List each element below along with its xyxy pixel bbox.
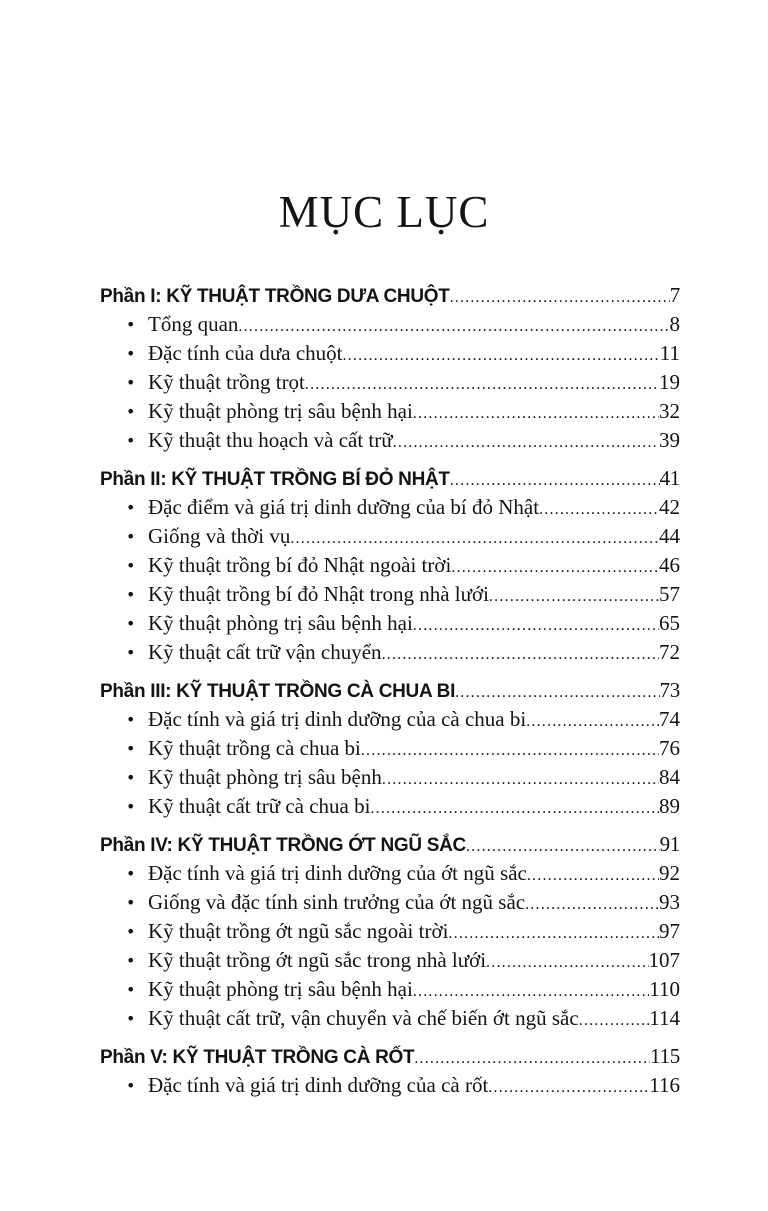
bullet-icon: •	[126, 402, 136, 421]
toc-section-heading[interactable]	[100, 829, 680, 859]
bullet-icon: •	[126, 527, 136, 546]
dot-leader	[489, 582, 659, 611]
bullet-icon: •	[126, 431, 136, 450]
toc-entry[interactable]	[100, 975, 680, 1004]
dot-leader	[486, 948, 648, 977]
bullet-icon: •	[126, 585, 136, 604]
dot-leader	[342, 341, 659, 370]
entry-title: Kỹ thuật cất trữ vận chuyển	[148, 640, 382, 664]
dot-leader	[413, 977, 649, 1006]
toc-entry[interactable]	[100, 551, 680, 580]
toc-section-heading[interactable]	[100, 1041, 680, 1071]
toc-entry[interactable]	[100, 792, 680, 821]
entry-title: Kỹ thuật thu hoạch và cất trữ	[148, 428, 393, 452]
page-number: 8	[669, 312, 680, 336]
entry-title: Giống và thời vụ	[148, 524, 291, 548]
bullet-icon: •	[126, 643, 136, 662]
entry-title: Đặc tính và giá trị dinh dưỡng của cà rốt	[148, 1073, 489, 1097]
bullet-icon: •	[126, 893, 136, 912]
entry-title: Kỹ thuật phòng trị sâu bệnh hại	[148, 399, 413, 423]
page-number: 116	[649, 1073, 680, 1097]
toc-entry[interactable]	[100, 638, 680, 667]
entry-title: Kỹ thuật phòng trị sâu bệnh hại	[148, 611, 413, 635]
bullet-icon: •	[126, 556, 136, 575]
entry-title: Tổng quan	[148, 312, 239, 336]
section-title: Phần V: KỸ THUẬT TRỒNG CÀ RỐT	[100, 1047, 415, 1068]
page-number: 32	[659, 399, 680, 423]
entry-title: Đặc điểm và giá trị dinh dưỡng của bí đỏ Nhật	[148, 495, 540, 519]
toc-entry[interactable]	[100, 705, 680, 734]
entry-title: Kỹ thuật trồng bí đỏ Nhật trong nhà lưới	[148, 582, 489, 606]
entry-title: Đặc tính của dưa chuột	[148, 341, 343, 365]
entry-title: Đặc tính và giá trị dinh dưỡng của ớt ngũ sắc	[148, 861, 527, 885]
dot-leader	[579, 1006, 650, 1035]
dot-leader	[448, 919, 659, 948]
dot-leader	[488, 1073, 649, 1102]
toc-section	[100, 675, 680, 821]
entry-title: Kỹ thuật trồng bí đỏ Nhật ngoài trời	[148, 553, 452, 577]
dot-leader	[370, 794, 659, 823]
toc-entry[interactable]	[100, 1004, 680, 1033]
page-number: 44	[659, 524, 680, 548]
toc-entry[interactable]	[100, 368, 680, 397]
toc-entry[interactable]	[100, 339, 680, 368]
bullet-icon: •	[126, 797, 136, 816]
toc-section-heading[interactable]	[100, 463, 680, 493]
dot-leader	[539, 495, 659, 524]
page-number: 41	[659, 466, 680, 490]
dot-leader	[413, 399, 659, 428]
entry-title: Kỹ thuật trồng trọt	[148, 370, 305, 394]
toc-entry[interactable]	[100, 859, 680, 888]
dot-leader	[455, 678, 660, 708]
page-number: 57	[659, 582, 680, 606]
page-number: 46	[659, 553, 680, 577]
dot-leader	[382, 640, 659, 669]
toc-section-heading[interactable]	[100, 675, 680, 705]
toc-entry[interactable]	[100, 493, 680, 522]
page-number: 110	[649, 977, 680, 1001]
page-number: 39	[659, 428, 680, 452]
bullet-icon: •	[126, 864, 136, 883]
toc-entry[interactable]	[100, 888, 680, 917]
page-number: 11	[659, 341, 680, 365]
entry-title: Kỹ thuật phòng trị sâu bệnh hại	[148, 977, 413, 1001]
section-title: Phần I: KỸ THUẬT TRỒNG DƯA CHUỘT	[100, 286, 450, 307]
entry-title: Đặc tính và giá trị dinh dưỡng của cà chua bi	[148, 707, 527, 731]
dot-leader	[382, 765, 659, 794]
dot-leader	[526, 707, 659, 736]
toc-entry[interactable]	[100, 609, 680, 638]
toc-entry[interactable]	[100, 426, 680, 455]
page-number: 19	[659, 370, 680, 394]
toc-section	[100, 829, 680, 1033]
dot-leader	[238, 312, 669, 341]
toc-entry[interactable]	[100, 946, 680, 975]
toc-entry[interactable]	[100, 1071, 680, 1100]
page-number: 7	[669, 283, 680, 307]
page-number: 89	[659, 794, 680, 818]
entry-title: Kỹ thuật cất trữ, vận chuyển và chế biến ớt ngũ sắc	[148, 1006, 579, 1030]
dot-leader	[393, 428, 659, 457]
entry-title: Kỹ thuật cất trữ cà chua bi	[148, 794, 371, 818]
page-title: MỤC LỤC	[278, 187, 490, 237]
bullet-icon: •	[126, 980, 136, 999]
section-title: Phần IV: KỸ THUẬT TRỒNG ỚT NGŨ SẮC	[100, 835, 466, 856]
bullet-icon: •	[126, 1076, 136, 1095]
bullet-icon: •	[126, 614, 136, 633]
entry-title: Kỹ thuật trồng ớt ngũ sắc ngoài trời	[148, 919, 449, 943]
toc-entry[interactable]	[100, 734, 680, 763]
bullet-icon: •	[126, 373, 136, 392]
entry-title: Kỹ thuật trồng ớt ngũ sắc trong nhà lưới	[148, 948, 487, 972]
page-number: 72	[659, 640, 680, 664]
page-number: 42	[659, 495, 680, 519]
dot-leader	[466, 832, 660, 862]
toc-entry[interactable]	[100, 397, 680, 426]
bullet-icon: •	[126, 710, 136, 729]
table-of-contents	[100, 280, 680, 1108]
dot-leader	[290, 524, 659, 553]
toc-entry[interactable]	[100, 580, 680, 609]
dot-leader	[413, 611, 659, 640]
dot-leader	[450, 466, 660, 496]
page-number: 73	[659, 678, 680, 702]
bullet-icon: •	[126, 498, 136, 517]
page-number: 97	[659, 919, 680, 943]
toc-entry[interactable]	[100, 522, 680, 551]
page-number: 92	[659, 861, 680, 885]
page-number: 76	[659, 736, 680, 760]
dot-leader	[305, 370, 659, 399]
bullet-icon: •	[126, 1009, 136, 1028]
page-number: 84	[659, 765, 680, 789]
toc-entry[interactable]	[100, 917, 680, 946]
dot-leader	[451, 553, 659, 582]
entry-title: Kỹ thuật trồng cà chua bi	[148, 736, 361, 760]
page-number: 65	[659, 611, 680, 635]
page-number: 74	[659, 707, 680, 731]
bullet-icon: •	[126, 922, 136, 941]
section-title: Phần II: KỸ THUẬT TRỒNG BÍ ĐỎ NHẬT	[100, 469, 450, 490]
bullet-icon: •	[126, 768, 136, 787]
page-number: 107	[648, 948, 680, 972]
page-number: 93	[659, 890, 680, 914]
page-number: 115	[650, 1044, 680, 1068]
dot-leader	[525, 890, 659, 919]
toc-section-heading[interactable]	[100, 280, 680, 310]
dot-leader	[361, 736, 659, 765]
bullet-icon: •	[126, 739, 136, 758]
toc-entry[interactable]	[100, 763, 680, 792]
entry-title: Giống và đặc tính sinh trưởng của ớt ngũ sắc	[148, 890, 526, 914]
toc-section	[100, 280, 680, 455]
bullet-icon: •	[126, 315, 136, 334]
bullet-icon: •	[126, 951, 136, 970]
toc-section	[100, 463, 680, 667]
dot-leader	[414, 1044, 650, 1074]
toc-entry[interactable]	[100, 310, 680, 339]
toc-section	[100, 1041, 680, 1100]
page-number: 91	[659, 832, 680, 856]
page-number: 114	[649, 1006, 680, 1030]
entry-title: Kỹ thuật phòng trị sâu bệnh	[148, 765, 382, 789]
dot-leader	[450, 283, 670, 313]
bullet-icon: •	[126, 344, 136, 363]
section-title: Phần III: KỸ THUẬT TRỒNG CÀ CHUA BI	[100, 681, 456, 702]
dot-leader	[527, 861, 659, 890]
